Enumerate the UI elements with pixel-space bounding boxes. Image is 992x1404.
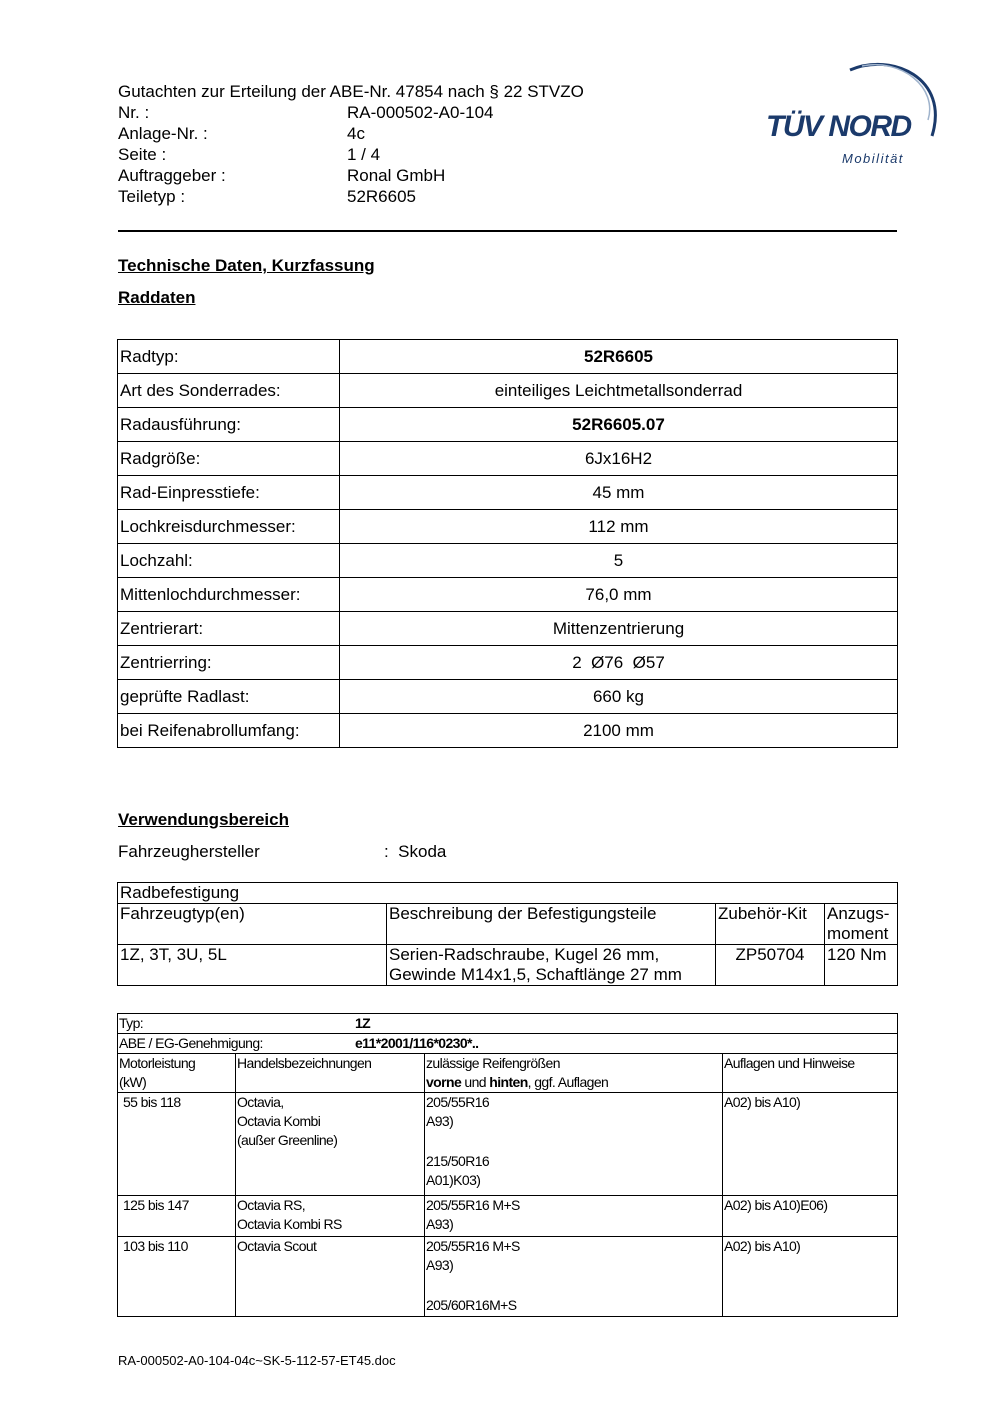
header-row-nr: [0, 102, 700, 123]
raddaten-key: Mittenlochdurchmesser:: [118, 578, 340, 612]
reifen-line: A93): [426, 1113, 454, 1129]
motorleistung-cell: 125 bis 147: [118, 1196, 236, 1237]
logo-brand: TÜV NORD: [766, 110, 911, 143]
reifen-line: 205/55R16 M+S: [426, 1197, 520, 1213]
section-raddaten: Raddaten: [118, 288, 196, 307]
header-moment-line: moment: [827, 924, 889, 943]
header-key: Nr. :: [118, 103, 150, 122]
section-technische-daten: Technische Daten, Kurzfassung: [118, 256, 375, 275]
raddaten-value: 112 mm: [340, 510, 898, 544]
raddaten-value: 5: [340, 544, 898, 578]
raddaten-key: Zentrierart:: [118, 612, 340, 646]
raddaten-row: [118, 408, 898, 442]
raddaten-row: [118, 646, 898, 680]
raddaten-value: Mittenzentrierung: [340, 612, 898, 646]
befest-typ: 1Z, 3T, 3U, 5L: [118, 945, 387, 986]
header-value: 52R6605: [347, 187, 417, 206]
raddaten-key: Rad-Einpresstiefe:: [118, 476, 340, 510]
raddaten-row: [118, 612, 898, 646]
handelsbezeichnung-cell: [236, 1196, 425, 1237]
header-row-seite: [0, 144, 700, 165]
raddaten-row: [118, 442, 898, 476]
raddaten-row: [118, 578, 898, 612]
header-beschreibung: Beschreibung der Befestigungsteile: [387, 904, 716, 945]
raddaten-key: Radausführung:: [118, 408, 340, 442]
header-hinten: hinten: [489, 1074, 528, 1090]
header-value: 1 / 4: [347, 145, 381, 164]
header-motorleistung: [118, 1054, 236, 1093]
raddaten-value: 2100 mm: [340, 714, 898, 748]
raddaten-row: [118, 476, 898, 510]
document-title: Gutachten zur Erteilung der ABE-Nr. 47854 nach § 22 STVZO: [118, 82, 584, 101]
befest-beschreibung: [387, 945, 716, 986]
abe-row: [118, 1034, 898, 1054]
header-value: 4c: [347, 124, 365, 143]
raddaten-value: einteiliges Leichtmetallsonderrad: [340, 374, 898, 408]
typ-label: Typ:: [119, 1015, 144, 1031]
raddaten-row: [118, 374, 898, 408]
reifen-line: A93): [426, 1257, 454, 1273]
befest-beschreibung-line: Gewinde M14x1,5, Schaftlänge 27 mm: [389, 965, 682, 984]
raddaten-value: 52R6605.07: [340, 408, 898, 442]
header-reifengroessen: [425, 1054, 723, 1093]
reifen-line: 205/55R16 M+S: [426, 1238, 520, 1254]
typ-data-row: [118, 1093, 898, 1196]
reifen-line: [426, 1131, 721, 1152]
header-key: Anlage-Nr. :: [118, 124, 208, 143]
abe-label: ABE / EG-Genehmigung:: [119, 1035, 263, 1051]
raddaten-table: [117, 339, 898, 748]
typ-data-row: [118, 1237, 898, 1317]
fahrzeughersteller-value: : Skoda: [384, 842, 447, 861]
auflagen-cell: A02) bis A10): [723, 1237, 898, 1317]
reifen-line: 205/55R16: [426, 1094, 490, 1110]
header-motor-unit: (kW): [119, 1074, 147, 1090]
handelsbezeichnung-line: Octavia RS,: [237, 1197, 306, 1213]
typ-row: [118, 1014, 898, 1034]
handelsbezeichnung-line: Octavia,: [237, 1094, 284, 1110]
raddaten-row: [118, 714, 898, 748]
header-key: Auftraggeber :: [118, 166, 226, 185]
header-und: und: [461, 1074, 490, 1090]
typ-table: [117, 1013, 898, 1317]
section-verwendungsbereich: Verwendungsbereich: [118, 810, 289, 829]
reifen-line: A93): [426, 1216, 454, 1232]
reifengroessen-cell: [425, 1237, 723, 1317]
befest-beschreibung-line: Serien-Radschraube, Kugel 26 mm,: [389, 945, 660, 964]
befest-moment: 120 Nm: [825, 945, 898, 986]
raddaten-row: [118, 680, 898, 714]
header-handelsbezeichnungen: Handelsbezeichnungen: [236, 1054, 425, 1093]
header-reifen-subline: [426, 1073, 721, 1092]
header-vorne: vorne: [426, 1074, 462, 1090]
raddaten-key: Radgröße:: [118, 442, 340, 476]
raddaten-key: Zentrierring:: [118, 646, 340, 680]
handelsbezeichnung-line: Octavia Scout: [237, 1238, 317, 1254]
footer-filename: RA-000502-A0-104-04c~SK-5-112-57-ET45.doc: [118, 1353, 396, 1368]
tuev-nord-logo: [762, 58, 942, 173]
radbefestigung-table: [117, 882, 898, 986]
radbefestigung-title: Radbefestigung: [118, 883, 898, 904]
auflagen-cell: A02) bis A10): [723, 1093, 898, 1196]
raddaten-row: [118, 340, 898, 374]
header-anzugs-line: Anzugs-: [827, 904, 890, 923]
handelsbezeichnung-line: Octavia Kombi RS: [237, 1216, 342, 1232]
fahrzeughersteller-label: Fahrzeughersteller: [118, 842, 260, 861]
typ-data-row: [118, 1196, 898, 1237]
header-row-auftraggeber: [0, 165, 700, 186]
raddaten-key: Lochkreisdurchmesser:: [118, 510, 340, 544]
typ-value: 1Z: [355, 1015, 371, 1031]
raddaten-value: 6Jx16H2: [340, 442, 898, 476]
raddaten-value: 52R6605: [340, 340, 898, 374]
raddaten-key: Art des Sonderrades:: [118, 374, 340, 408]
raddaten-key: bei Reifenabrollumfang:: [118, 714, 340, 748]
abe-value: e11*2001/116*0230*..: [355, 1035, 479, 1051]
raddaten-key: Lochzahl:: [118, 544, 340, 578]
header-key: Seite :: [118, 145, 167, 164]
header-fahrzeugtyp: Fahrzeugtyp(en): [118, 904, 387, 945]
header-auflagen-hinweise: Auflagen und Hinweise: [723, 1054, 898, 1093]
handelsbezeichnung-cell: [236, 1093, 425, 1196]
raddaten-value: 45 mm: [340, 476, 898, 510]
header-key: Teiletyp :: [118, 187, 186, 206]
header-divider: [118, 230, 897, 232]
logo-subtitle: Mobilität: [842, 151, 904, 166]
befest-kit: ZP50704: [716, 945, 825, 986]
reifen-line: A01)K03): [426, 1172, 481, 1188]
reifen-line: 205/60R16M+S: [426, 1297, 517, 1313]
raddaten-value: 76,0 mm: [340, 578, 898, 612]
raddaten-row: [118, 544, 898, 578]
handelsbezeichnung-line: (außer Greenline): [237, 1132, 338, 1148]
raddaten-value: 660 kg: [340, 680, 898, 714]
reifen-line: 215/50R16: [426, 1153, 490, 1169]
raddaten-value: 2 Ø76 Ø57: [340, 646, 898, 680]
header-reifen-line: zulässige Reifengrößen: [426, 1055, 560, 1071]
header-zubehoer-kit: Zubehör-Kit: [716, 904, 825, 945]
motorleistung-cell: 103 bis 110: [118, 1237, 236, 1317]
motorleistung-cell: 55 bis 118: [118, 1093, 236, 1196]
reifen-line: [426, 1275, 721, 1296]
handelsbezeichnung-line: Octavia Kombi: [237, 1113, 321, 1129]
header-row-teiletyp: [0, 186, 700, 207]
header-value: Ronal GmbH: [347, 166, 446, 185]
reifengroessen-cell: [425, 1093, 723, 1196]
reifengroessen-cell: [425, 1196, 723, 1237]
header-auflagen-suffix: , ggf. Auflagen: [527, 1074, 609, 1090]
header-row-anlage: [0, 123, 700, 144]
auflagen-cell: A02) bis A10)E06): [723, 1196, 898, 1237]
header-motor-line: Motorleistung: [119, 1055, 196, 1071]
raddaten-key: geprüfte Radlast:: [118, 680, 340, 714]
raddaten-key: Radtyp:: [118, 340, 340, 374]
header-value: RA-000502-A0-104: [347, 103, 494, 122]
header-anzugsmoment: [825, 904, 898, 945]
raddaten-row: [118, 510, 898, 544]
handelsbezeichnung-cell: [236, 1237, 425, 1317]
